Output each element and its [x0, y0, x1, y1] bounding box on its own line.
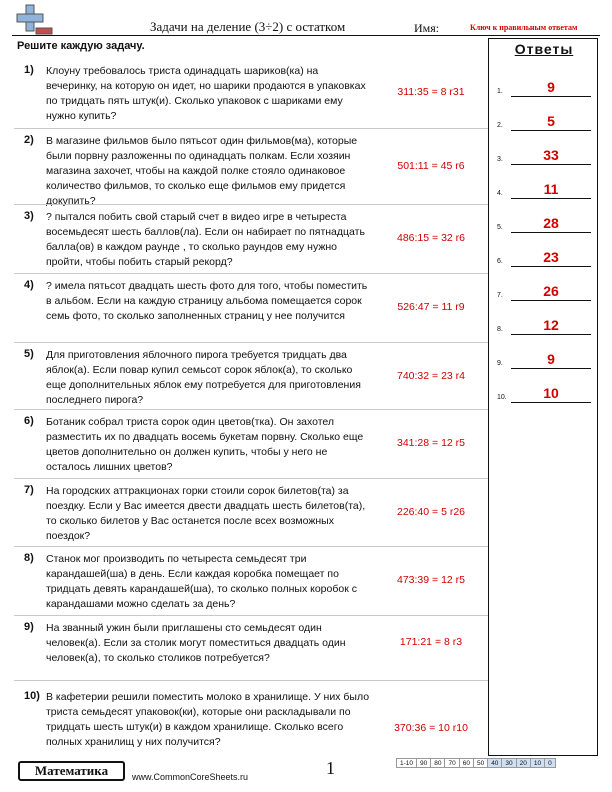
answer-row-8 [495, 315, 593, 335]
answer-row-10 [495, 383, 593, 403]
question-answer: 311:35 = 8 r31 [397, 86, 465, 98]
question-divider [14, 478, 488, 479]
question-text: Для приготовления яблочного пирога требуется тридцать два яблок(а). Если повар купил семьсот сорок яблок(а), то сколько еще дополнительных яблок ему потребуется для приготовления последнего пирога? [46, 349, 361, 406]
question-text: Ботаник собрал триста сорок один цветов(тка). Он захотел разместить их по двадцать восемь букетам порвну. Сколько еще цветов дополнительно он должен купить, чтобы у него не осталось лишних цветов? [46, 416, 364, 473]
answer-row-9 [495, 349, 593, 369]
score-cell: 50 [474, 758, 488, 768]
answer-number: 9. [497, 360, 503, 367]
answer-number: 6. [497, 258, 503, 265]
question-answer: 473:39 = 12 r5 [396, 574, 465, 586]
score-cell: 0 [545, 758, 556, 768]
question-number: 6) [24, 415, 34, 427]
question-number: 4) [24, 279, 34, 291]
answer-line [511, 300, 591, 301]
answers-title: Ответы [514, 41, 574, 57]
question-divider [14, 204, 488, 205]
answer-number: 8. [497, 326, 503, 333]
answers-panel [488, 38, 598, 756]
answer-line [511, 368, 591, 369]
answer-value: 10 [543, 385, 559, 401]
question-number: 3) [24, 210, 34, 222]
answer-number: 4. [497, 190, 503, 197]
answer-row-1 [495, 77, 593, 97]
instructions: Решите каждую задачу. [17, 40, 145, 52]
question-answer: 526:47 = 11 r9 [397, 301, 465, 313]
score-cell: 90 [417, 758, 431, 768]
question-number: 2) [24, 134, 34, 146]
question-divider [14, 273, 488, 274]
page-title: Задачи на деление (3÷2) с остатком [150, 19, 346, 34]
answer-row-5 [495, 213, 593, 233]
answer-value: 5 [547, 113, 555, 129]
score-cell: 60 [460, 758, 474, 768]
question-answer: 341:28 = 12 r5 [396, 437, 465, 449]
answer-row-3 [495, 145, 593, 165]
answer-line [511, 96, 591, 97]
question-text: В кафетерии решили поместить молоко в хранилище. У них было триста семьдесят упаковок(ки), которые они раскладывали по тридцать шесть штук(и) в каждом хранилище. Сколько всего полных хранилищ у них получится? [46, 691, 370, 748]
question-divider [14, 615, 488, 616]
answer-number: 3. [497, 156, 503, 163]
question-text: На городских аттракционах горки стоили сорок билетов(та) за поездку. Если у Вас имеется двести двадцать шесть билетов(та), то сколько билетов у Вас останется после всех возможных поездок? [46, 485, 366, 542]
question-number: 1) [24, 64, 34, 76]
answer-value: 12 [543, 317, 559, 333]
site-url: www.CommonCoreSheets.ru [132, 772, 249, 782]
question-divider [14, 546, 488, 547]
question-answer: 740:32 = 23 r4 [396, 370, 465, 382]
question-text: На званный ужин были приглашены сто семьдесят один человек(а). Если за столик могут поместиться двадцать один человек(а), то сколько столиков потребуется? [46, 622, 346, 664]
answer-row-2 [495, 111, 593, 131]
answer-line [511, 198, 591, 199]
question-number: 5) [24, 348, 34, 360]
question-answer: 486:15 = 32 r6 [396, 232, 465, 244]
answer-value: 26 [543, 283, 559, 299]
question-number: 7) [24, 484, 34, 496]
question-text: В магазине фильмов было пятьсот один фильмов(ма), которые были порвну разложенны по одинадцать полкам. Если хозяин магазина захочет, чтобы на каждой полке стояло одинаковое количество фильмов, то сколько еще фильмов ему придется докупить? [46, 135, 358, 207]
header-divider [12, 35, 600, 36]
score-cell: 20 [517, 758, 531, 768]
score-cell: 40 [488, 758, 502, 768]
answer-line [511, 266, 591, 267]
answer-row-7 [495, 281, 593, 301]
score-cell: 70 [445, 758, 459, 768]
question-number: 10) [24, 690, 40, 702]
answer-line [511, 130, 591, 131]
worksheet-footer [0, 756, 612, 792]
answer-value: 9 [547, 351, 555, 367]
plus-minus-logo-icon [14, 3, 54, 37]
question-divider [14, 128, 488, 129]
question-text: Станок мог производить по четыреста семьдесят три карандашей(ша) в день. Если каждая коробка помещает по тридцать девять карандашей(ша), то сколько полных коробок с карандашами можно сделать за день? [46, 553, 357, 610]
answer-line [511, 402, 591, 403]
question-answer: 370:36 = 10 r10 [394, 722, 468, 734]
score-cell: 80 [431, 758, 445, 768]
answer-number: 2. [497, 122, 503, 129]
question-text: Клоуну требовалось триста одинадцать шариков(ка) на вечеринку, на которую он идет, но шарики продаются в упаковках по тридцать пять штук(и). Сколько упаковок с шариками ему нужно купить? [46, 65, 366, 122]
question-text: ? пытался побить свой старый счет в видео игре в четыреста восемьдесят шесть баллов(ла). Если он набирает по пятнадцать балла(ов) в каждом раунде , то сколько раундов ему нужно пройти, чтобы побить старый рекорд? [46, 211, 365, 268]
question-divider [14, 409, 488, 410]
name-label: Имя: [414, 21, 440, 35]
score-label: 1-10 [396, 758, 417, 768]
brand-logo: Математика [18, 761, 125, 781]
answer-value: 28 [543, 215, 559, 231]
answer-number: 7. [497, 292, 503, 299]
answer-value: 33 [543, 147, 559, 163]
question-answer: 171:21 = 8 r3 [399, 636, 463, 648]
answer-line [511, 164, 591, 165]
answer-number: 5. [497, 224, 503, 231]
question-number: 9) [24, 621, 34, 633]
question-answer: 226:40 = 5 r26 [396, 506, 465, 518]
score-cell: 30 [502, 758, 516, 768]
answer-value: 11 [543, 181, 559, 197]
answer-number: 10. [497, 394, 507, 401]
answer-value: 9 [547, 79, 555, 95]
answer-row-6 [495, 247, 593, 267]
score-cell: 10 [531, 758, 545, 768]
answer-number: 1. [497, 88, 503, 95]
question-text: ? имела пятьсот двадцать шесть фото для того, чтобы поместить в альбом. Если на каждую страницу альбома помещается сорок семь фото, то сколько заполненных страниц у нее получится [46, 280, 368, 322]
answer-line [511, 334, 591, 335]
answer-row-4 [495, 179, 593, 199]
answer-key-label: Ключ к правильным ответам [470, 23, 578, 32]
question-number: 8) [24, 552, 34, 564]
question-answer: 501:11 = 45 r6 [397, 160, 465, 172]
score-table [396, 758, 556, 768]
worksheet-header [0, 0, 612, 40]
question-divider [14, 680, 488, 681]
answer-line [511, 232, 591, 233]
question-divider [14, 342, 488, 343]
page-number: 1 [326, 758, 335, 778]
answer-value: 23 [543, 249, 559, 265]
